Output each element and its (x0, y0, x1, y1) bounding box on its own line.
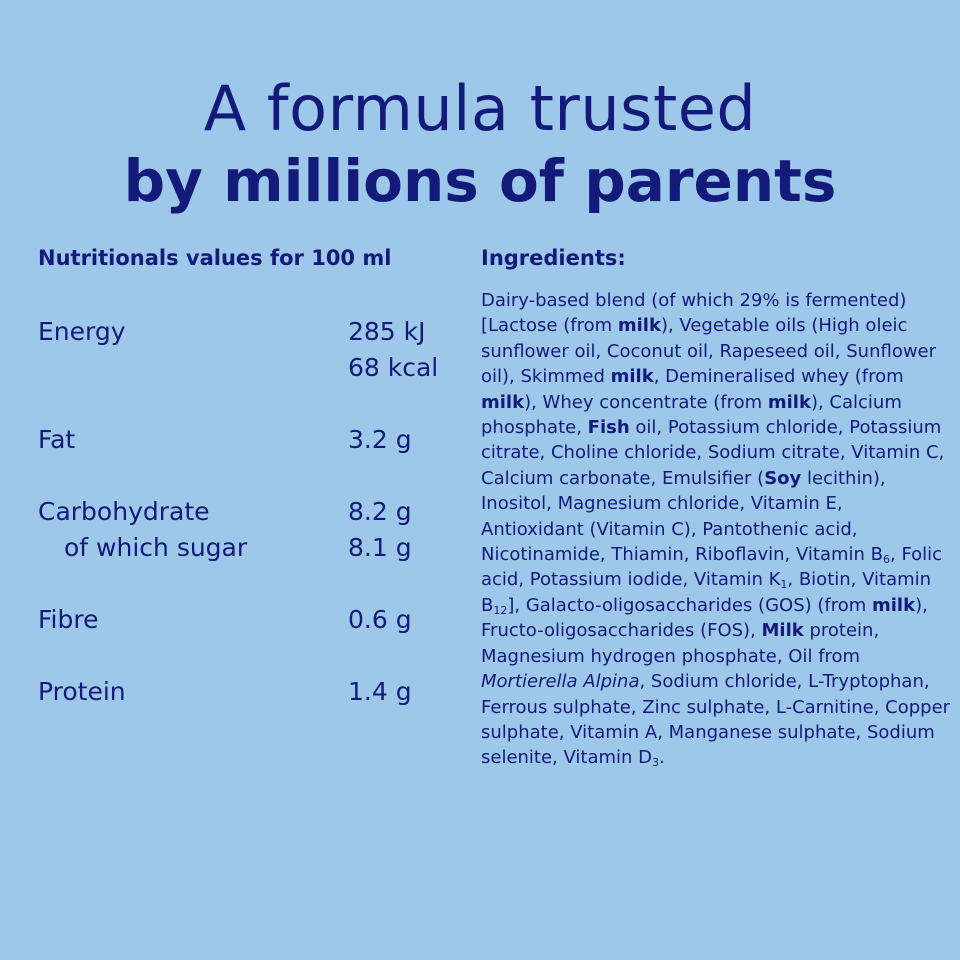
nutrition-row-fibre (38, 602, 468, 638)
ingredient-text: . (659, 747, 665, 769)
ingredient-text: , Demineralised whey (from (653, 366, 904, 388)
nutrient-value: 0.6 g (348, 605, 412, 634)
nutrition-panel (38, 246, 468, 710)
nutrition-row-energy (38, 314, 468, 386)
subscript-text: 3 (652, 756, 660, 770)
allergen-text: milk (610, 366, 654, 388)
ingredients-heading: Ingredients: (481, 246, 626, 270)
headline (0, 72, 960, 216)
ingredient-text: ), Whey concentrate (from (524, 391, 768, 413)
ingredients-text (481, 288, 951, 771)
ingredient-text: oil, Potassium chloride, Potassium citrate, Choline chloride, Sodium citrate, Vitamin C, Calcium carbonate, Emulsifier ( (481, 417, 945, 489)
ingredient-text: , Sodium chloride, L-Tryptophan, Ferrous sulphate, Zinc sulphate, L-Carnitine, Copper sulphate, Vitamin A, Manganese sulphate, Sodium selenite, Vitamin D (481, 671, 951, 769)
allergen-text: Milk (761, 620, 804, 642)
nutrition-heading: Nutritionals values for 100 ml (38, 246, 392, 270)
nutrient-value: 8.2 g (348, 497, 412, 526)
nutrient-value: 1.4 g (348, 677, 412, 706)
nutrient-value (348, 314, 468, 386)
ingredients-panel (481, 246, 951, 771)
ingredient-text: ), Vegetable oils (High oleic sunflower oil, Coconut oil, Rapeseed oil, Sunflower oil), Skimmed (481, 315, 937, 388)
nutrition-row-protein (38, 674, 468, 710)
ingredient-text: protein, Magnesium hydrogen phosphate, Oil from (481, 620, 880, 667)
nutrient-label: Fat (38, 425, 76, 454)
ingredient-text: , Biotin, Vitamin B (481, 569, 932, 616)
nutrition-row-carbohydrate (38, 494, 468, 530)
ingredient-text: ), Fructo-oligosaccharides (FOS), (481, 594, 928, 642)
ingredient-text: ], Galacto-oligosaccharides (GOS) (from (507, 594, 872, 616)
nutrient-label: of which sugar (64, 533, 248, 562)
energy-kj-value: 285 kJ (348, 317, 426, 346)
allergen-text: milk (481, 391, 525, 413)
ingredient-text: lecithin), Inositol, Magnesium chloride, Vitamin E, Antioxidant (Vitamin C), Pantothenic acid, Nicotinamide, Thiamin, Riboflavin, Vitamin B (481, 467, 886, 566)
allergen-text: Fish (587, 417, 630, 439)
ingredient-text: Dairy-based blend (of which 29% is fermented) [Lactose (from (481, 290, 907, 337)
headline-line-2: by millions of parents (123, 147, 837, 215)
headline-line-1: A formula trusted (203, 72, 757, 145)
subscript-text: 1 (780, 578, 788, 592)
subscript-text: 6 (883, 553, 891, 567)
nutrient-label: Carbohydrate (38, 497, 210, 526)
nutrient-value: 3.2 g (348, 425, 412, 454)
ingredient-text: , Folic acid, Potassium iodide, Vitamin K (481, 544, 943, 591)
subscript-text: 12 (493, 603, 508, 617)
nutrient-value: 8.1 g (348, 533, 412, 562)
allergen-text: milk (767, 391, 811, 413)
ingredient-text: ), Calcium phosphate, (481, 391, 902, 439)
allergen-text: milk (617, 315, 661, 337)
nutrition-row-fat (38, 422, 468, 458)
energy-kcal-value: 68 kcal (348, 353, 439, 382)
nutrition-row-sugar (38, 530, 468, 566)
nutrient-label: Protein (38, 677, 126, 706)
allergen-text: milk (872, 594, 916, 616)
ingredient-text: Mortierella Alpina (481, 671, 640, 693)
allergen-text: Soy (764, 467, 802, 489)
nutrient-label: Fibre (38, 605, 99, 634)
nutrient-label: Energy (38, 317, 126, 346)
